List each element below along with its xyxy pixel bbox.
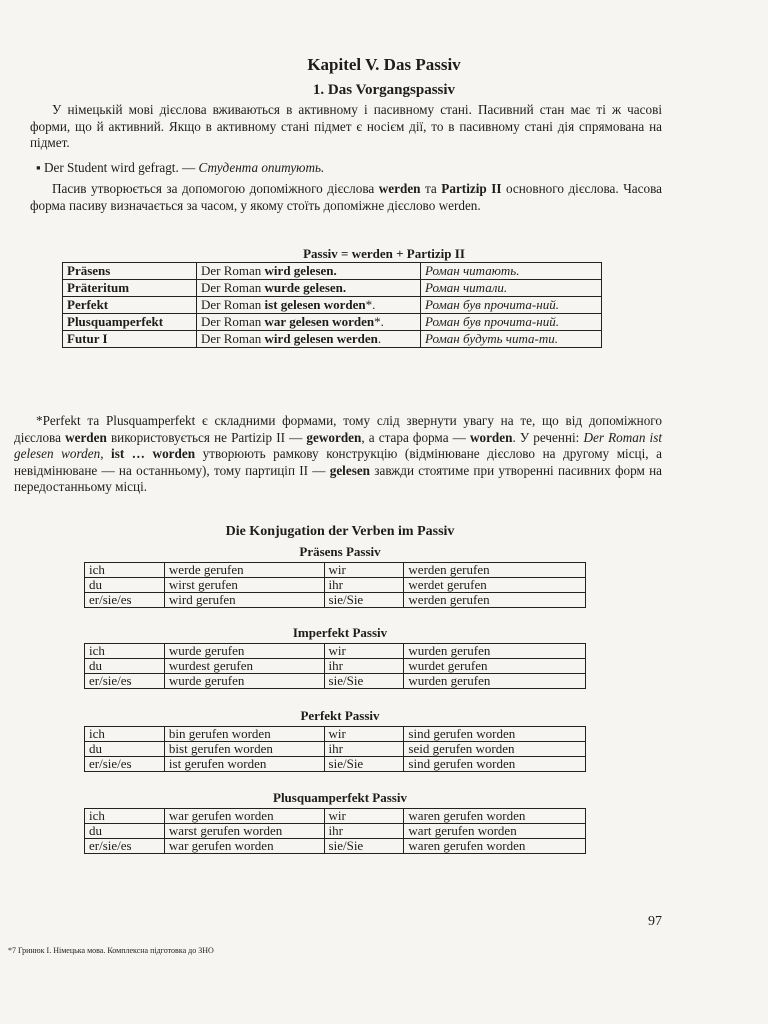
section-title: 1. Das Vorgangspassiv (312, 82, 456, 98)
tense-name: Perfekt (63, 297, 197, 314)
verb-form-singular: bin gerufen worden (164, 727, 324, 742)
ukrainian-translation: Роман читають. (421, 263, 602, 280)
verb-form-plural: sind gerufen worden (404, 727, 586, 742)
example-german: Der Student wird gefragt. — (43, 160, 199, 175)
verb-form-singular: wurdest gerufen (164, 659, 324, 674)
verb-form-plural: waren gerufen worden (404, 839, 586, 854)
conjugation-table (84, 808, 586, 854)
conjugation-row (85, 659, 586, 674)
pronoun-singular: er/sie/es (85, 674, 165, 689)
verb-form-singular: werde gerufen (164, 563, 324, 578)
note-paragraph: *Perfekt та Plusquamperfekt є складними формами, тому слід звернути увагу на те, що від допоміжного дієслова werden використовується не Partizip II — geworden, а стара форма — worden. У реченні: Der Roman ist gelesen worden, ist … worden утворюють рамкову конструкцію (відмінюване дієслово на другому місці, а невідмінюване — на останньому), тому партиціп II — gelesen завжди стоятиме при утворенні пасивних форм на передостанньому місці. (14, 413, 662, 494)
verb-form-plural: werden gerufen (404, 563, 586, 578)
konjugation-title: Die Konjugation der Verben im Passiv (225, 524, 455, 539)
tense-row (63, 280, 602, 297)
verb-form-singular: bist gerufen worden (164, 742, 324, 757)
pronoun-singular: du (85, 578, 165, 593)
pronoun-singular: du (85, 659, 165, 674)
pronoun-plural: wir (324, 644, 404, 659)
pronoun-singular: ich (85, 809, 165, 824)
pronoun-plural: ihr (324, 824, 404, 839)
tense-name: Präteritum (63, 280, 197, 297)
verb-form-singular: wirst gerufen (164, 578, 324, 593)
example-line (36, 160, 324, 176)
pronoun-singular: er/sie/es (85, 757, 165, 772)
example-translation: Студента опитують. (198, 160, 325, 175)
pronoun-plural: sie/Sie (324, 757, 404, 772)
verb-form-singular: ist gerufen worden (164, 757, 324, 772)
pronoun-plural: sie/Sie (324, 674, 404, 689)
verb-form-plural: wurden gerufen (404, 644, 586, 659)
verb-form-singular: wurde gerufen (164, 644, 324, 659)
formation-paragraph: Пасив утворюється за допомогою допоміжного дієслова werden та Partizip II основного дієслова. Часова форма пасиву визначається за часом, у якому стоїть допоміжне дієслово werden. (30, 181, 662, 213)
pronoun-plural: ihr (324, 659, 404, 674)
conjugation-row (85, 593, 586, 608)
pronoun-plural: wir (324, 727, 404, 742)
pronoun-plural: ihr (324, 578, 404, 593)
formula-caption: Passiv = werden + Partizip II (303, 246, 465, 261)
tense-name: Präsens (63, 263, 197, 280)
tense-name: Futur I (63, 331, 197, 348)
conjugation-row (85, 578, 586, 593)
tense-row (63, 331, 602, 348)
pronoun-singular: du (85, 824, 165, 839)
verb-form-singular: wurde gerufen (164, 674, 324, 689)
verb-form-plural: sind gerufen worden (404, 757, 586, 772)
german-example: Der Roman wird gelesen. (197, 263, 421, 280)
ukrainian-translation: Роман будуть чита-ти. (421, 331, 602, 348)
pronoun-singular: ich (85, 644, 165, 659)
pronoun-plural: wir (324, 563, 404, 578)
ukrainian-translation: Роман був прочита-ний. (421, 297, 602, 314)
conjugation-row (85, 644, 586, 659)
page-number: 97 (648, 914, 662, 929)
conjugation-row (85, 742, 586, 757)
conjugation-row (85, 674, 586, 689)
german-example: Der Roman ist gelesen worden*. (197, 297, 421, 314)
conjugation-table (84, 562, 586, 608)
verb-form-plural: werden gerufen (404, 593, 586, 608)
verb-form-singular: war gerufen worden (164, 809, 324, 824)
pronoun-plural: ihr (324, 742, 404, 757)
verb-form-plural: wart gerufen worden (404, 824, 586, 839)
ukrainian-translation: Роман читали. (421, 280, 602, 297)
conjugation-title: Präsens Passiv (299, 544, 381, 559)
conjugation-row (85, 563, 586, 578)
verb-form-plural: wurden gerufen (404, 674, 586, 689)
pronoun-singular: er/sie/es (85, 839, 165, 854)
conjugation-row (85, 727, 586, 742)
conjugation-title: Plusquamperfekt Passiv (273, 790, 407, 805)
tense-row (63, 314, 602, 331)
pronoun-singular: er/sie/es (85, 593, 165, 608)
intro-paragraph: У німецькій мові дієслова вживаються в активному і пасивному стані. Пасивний стан має ті ж часові форми, що й активний. Якщо в активному стані підмет є носієм дії, то в пасивному стані дія спрямована на підмет. (30, 102, 662, 150)
bullet-icon: ▪ (36, 160, 41, 175)
german-example: Der Roman wurde gelesen. (197, 280, 421, 297)
chapter-title: Kapitel V. Das Passiv (307, 55, 461, 74)
verb-form-plural: wurdet gerufen (404, 659, 586, 674)
pronoun-plural: sie/Sie (324, 593, 404, 608)
tense-table (62, 262, 602, 348)
conjugation-title: Imperfekt Passiv (292, 625, 388, 640)
verb-form-plural: seid gerufen worden (404, 742, 586, 757)
pronoun-singular: ich (85, 727, 165, 742)
verb-form-plural: werdet gerufen (404, 578, 586, 593)
tense-row (63, 297, 602, 314)
conjugation-row (85, 839, 586, 854)
tense-name: Plusquamperfekt (63, 314, 197, 331)
conjugation-title: Perfekt Passiv (300, 708, 380, 723)
ukrainian-translation: Роман був прочита-ний. (421, 314, 602, 331)
pronoun-singular: ich (85, 563, 165, 578)
german-example: Der Roman wird gelesen werden. (197, 331, 421, 348)
verb-form-singular: war gerufen worden (164, 839, 324, 854)
tense-row (63, 263, 602, 280)
pronoun-singular: du (85, 742, 165, 757)
german-example: Der Roman war gelesen worden*. (197, 314, 421, 331)
conjugation-row (85, 824, 586, 839)
verb-form-singular: warst gerufen worden (164, 824, 324, 839)
pronoun-plural: wir (324, 809, 404, 824)
conjugation-table (84, 643, 586, 689)
verb-form-plural: waren gerufen worden (404, 809, 586, 824)
verb-form-singular: wird gerufen (164, 593, 324, 608)
conjugation-row (85, 809, 586, 824)
conjugation-table (84, 726, 586, 772)
footer-source: *7 Гринюк І. Німецька мова. Комплексна підготовка до ЗНО (8, 946, 214, 955)
conjugation-row (85, 757, 586, 772)
pronoun-plural: sie/Sie (324, 839, 404, 854)
